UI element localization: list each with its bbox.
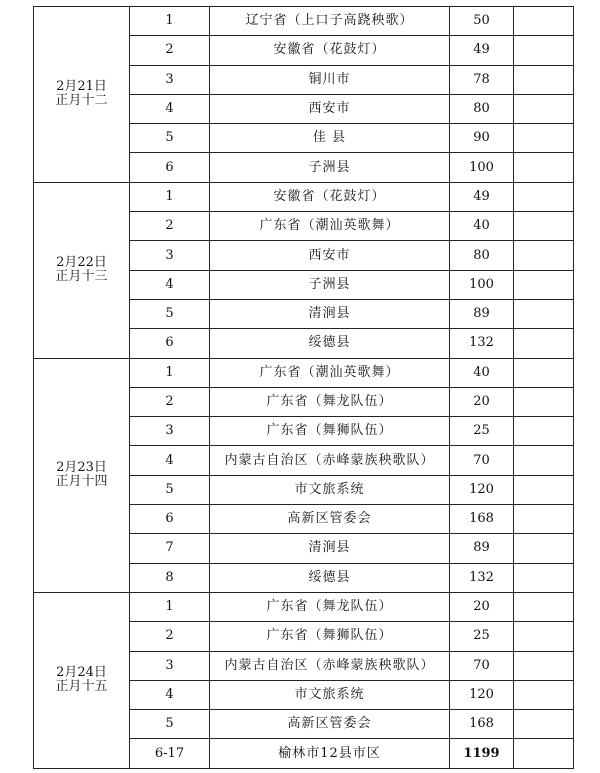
table-row [34, 358, 574, 387]
participant-count: 20 [450, 592, 514, 621]
participant-count: 80 [450, 241, 514, 270]
note-cell [514, 475, 574, 504]
note-cell [514, 739, 574, 768]
solar-date: 2月24日 [56, 665, 107, 681]
troupe-name: 绥德县 [210, 563, 450, 592]
participant-count: 1199 [450, 739, 514, 768]
date-cell [34, 358, 130, 592]
note-cell [514, 270, 574, 299]
sequence-number: 5 [130, 710, 210, 739]
schedule-table-body [34, 7, 574, 769]
participant-count: 78 [450, 65, 514, 94]
troupe-name: 佳 县 [210, 124, 450, 153]
lunar-date: 正月十三 [55, 269, 108, 285]
sequence-number: 4 [130, 270, 210, 299]
sequence-number: 2 [130, 212, 210, 241]
troupe-name: 铜川市 [210, 65, 450, 94]
date-cell [34, 182, 130, 358]
troupe-name: 西安市 [210, 241, 450, 270]
note-cell [514, 299, 574, 328]
troupe-name: 高新区管委会 [210, 505, 450, 534]
note-cell [514, 358, 574, 387]
sequence-number: 6 [130, 153, 210, 182]
sequence-number: 6 [130, 505, 210, 534]
note-cell [514, 153, 574, 182]
note-cell [514, 505, 574, 534]
participant-count: 90 [450, 124, 514, 153]
participant-count: 40 [450, 358, 514, 387]
sequence-number: 4 [130, 94, 210, 123]
note-cell [514, 241, 574, 270]
sequence-number: 8 [130, 563, 210, 592]
troupe-name: 安徽省（花鼓灯） [210, 36, 450, 65]
participant-count: 120 [450, 475, 514, 504]
date-cell [34, 7, 130, 183]
participant-count: 49 [450, 36, 514, 65]
participant-count: 50 [450, 7, 514, 36]
performance-schedule-table [33, 6, 574, 769]
sequence-number: 7 [130, 534, 210, 563]
sequence-number: 5 [130, 475, 210, 504]
note-cell [514, 212, 574, 241]
participant-count: 132 [450, 329, 514, 358]
sequence-number: 1 [130, 592, 210, 621]
note-cell [514, 329, 574, 358]
troupe-name: 市文旅系统 [210, 680, 450, 709]
sequence-number: 5 [130, 124, 210, 153]
note-cell [514, 94, 574, 123]
participant-count: 70 [450, 651, 514, 680]
note-cell [514, 622, 574, 651]
sequence-number: 2 [130, 36, 210, 65]
participant-count: 120 [450, 680, 514, 709]
troupe-name: 子洲县 [210, 270, 450, 299]
participant-count: 89 [450, 299, 514, 328]
note-cell [514, 36, 574, 65]
sequence-number: 1 [130, 7, 210, 36]
troupe-name: 市文旅系统 [210, 475, 450, 504]
participant-count: 100 [450, 153, 514, 182]
note-cell [514, 417, 574, 446]
solar-date: 2月22日 [56, 255, 107, 271]
note-cell [514, 651, 574, 680]
note-cell [514, 446, 574, 475]
sequence-number: 5 [130, 299, 210, 328]
troupe-name: 广东省（舞龙队伍） [210, 387, 450, 416]
troupe-name: 榆林市12县市区 [210, 739, 450, 768]
table-row [34, 592, 574, 621]
sequence-number: 3 [130, 241, 210, 270]
solar-date: 2月21日 [56, 79, 107, 95]
note-cell [514, 710, 574, 739]
sequence-number: 1 [130, 182, 210, 211]
sequence-number: 6-17 [130, 739, 210, 768]
note-cell [514, 534, 574, 563]
troupe-name: 辽宁省（上口子高跷秧歌） [210, 7, 450, 36]
sequence-number: 4 [130, 680, 210, 709]
troupe-name: 清涧县 [210, 534, 450, 563]
troupe-name: 广东省（舞狮队伍） [210, 417, 450, 446]
sequence-number: 2 [130, 387, 210, 416]
lunar-date: 正月十四 [55, 474, 108, 490]
participant-count: 89 [450, 534, 514, 563]
note-cell [514, 680, 574, 709]
participant-count: 20 [450, 387, 514, 416]
participant-count: 132 [450, 563, 514, 592]
table-row [34, 182, 574, 211]
note-cell [514, 124, 574, 153]
troupe-name: 内蒙古自治区（赤峰蒙族秧歌队） [210, 651, 450, 680]
sequence-number: 3 [130, 651, 210, 680]
sequence-number: 4 [130, 446, 210, 475]
sequence-number: 3 [130, 417, 210, 446]
date-cell [34, 592, 130, 768]
troupe-name: 安徽省（花鼓灯） [210, 182, 450, 211]
participant-count: 100 [450, 270, 514, 299]
participant-count: 40 [450, 212, 514, 241]
troupe-name: 子洲县 [210, 153, 450, 182]
sequence-number: 3 [130, 65, 210, 94]
lunar-date: 正月十二 [55, 93, 108, 109]
troupe-name: 广东省（潮汕英歌舞） [210, 212, 450, 241]
note-cell [514, 387, 574, 416]
participant-count: 80 [450, 94, 514, 123]
participant-count: 25 [450, 417, 514, 446]
troupe-name: 绥德县 [210, 329, 450, 358]
sequence-number: 6 [130, 329, 210, 358]
troupe-name: 广东省（舞狮队伍） [210, 622, 450, 651]
participant-count: 168 [450, 710, 514, 739]
note-cell [514, 182, 574, 211]
sequence-number: 2 [130, 622, 210, 651]
table-row [34, 7, 574, 36]
note-cell [514, 7, 574, 36]
troupe-name: 广东省（舞龙队伍） [210, 592, 450, 621]
lunar-date: 正月十五 [55, 679, 108, 695]
participant-count: 70 [450, 446, 514, 475]
participant-count: 168 [450, 505, 514, 534]
troupe-name: 清涧县 [210, 299, 450, 328]
note-cell [514, 592, 574, 621]
troupe-name: 高新区管委会 [210, 710, 450, 739]
troupe-name: 西安市 [210, 94, 450, 123]
participant-count: 49 [450, 182, 514, 211]
participant-count: 25 [450, 622, 514, 651]
note-cell [514, 563, 574, 592]
sequence-number: 1 [130, 358, 210, 387]
note-cell [514, 65, 574, 94]
troupe-name: 内蒙古自治区（赤峰蒙族秧歌队） [210, 446, 450, 475]
solar-date: 2月23日 [56, 460, 107, 476]
schedule-document [33, 6, 574, 769]
troupe-name: 广东省（潮汕英歌舞） [210, 358, 450, 387]
